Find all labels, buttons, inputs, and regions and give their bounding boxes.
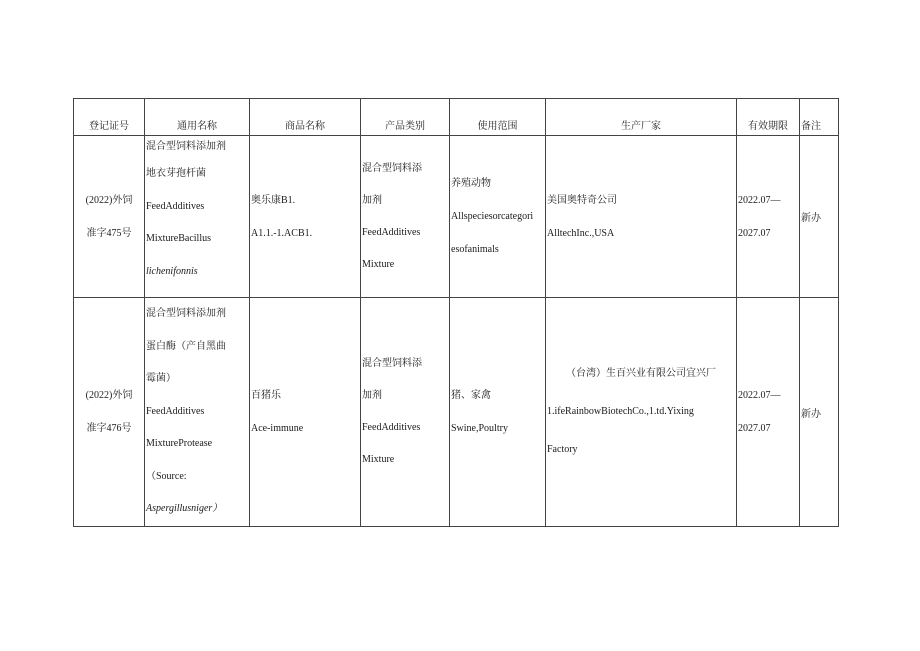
table-header-row: [74, 99, 839, 136]
header-category: 产品类别: [361, 99, 450, 136]
generic-name-line: 霉菌）: [146, 373, 176, 385]
category-cell: [361, 136, 450, 298]
scope-line: Swine,Poultry: [451, 423, 508, 434]
generic-name-cell: [145, 298, 250, 527]
scope-cell: [450, 136, 546, 298]
generic-name-line: FeedAdditives: [146, 405, 205, 417]
generic-name-line: lichenifonnis: [146, 265, 198, 277]
registration-table: [73, 98, 839, 527]
validity-line: 2027.07: [738, 227, 771, 239]
manufacturer-line: （台湾）生百兴业有限公司宜兴厂: [566, 368, 716, 379]
remark-cell: 新办: [800, 136, 839, 298]
category-line: 混合型饲料添: [362, 162, 422, 174]
validity-line: 2027.07: [738, 423, 771, 434]
header-remark: 备注: [800, 99, 839, 136]
category-line: FeedAdditives: [362, 422, 421, 433]
manufacturer-line: Factory: [547, 444, 578, 455]
generic-name-line: （Source:: [146, 470, 187, 482]
generic-name-cell: [145, 136, 250, 298]
category-line: 混合型饲料添: [362, 358, 422, 369]
generic-name-line: 蛋白酶（产自黑曲: [146, 340, 226, 352]
trade-name-line: A1.1.-1.ACB1.: [251, 227, 313, 239]
trade-name-cell: [250, 298, 361, 527]
header-generic-name: 通用名称: [145, 99, 250, 136]
header-trade-name: 商品名称: [250, 99, 361, 136]
category-line: 加剂: [362, 194, 382, 206]
scope-line: 猪、家禽: [451, 390, 491, 401]
reg-no-line: 准字476号: [86, 423, 132, 434]
category-line: Mixture: [362, 454, 395, 465]
reg-no-cell: [74, 298, 145, 527]
category-line: Mixture: [362, 258, 395, 270]
validity-line: 2022.07—: [738, 194, 781, 206]
reg-no-line: (2022)外饲: [85, 390, 133, 401]
manufacturer-cell: [546, 136, 737, 298]
table-row: [74, 298, 839, 527]
generic-name-line: Aspergillusniger）: [146, 503, 223, 515]
generic-name-line: FeedAdditives: [146, 200, 205, 212]
reg-no-line: (2022)外饲: [85, 194, 133, 206]
category-line: FeedAdditives: [362, 226, 421, 238]
generic-name-line: MixtureProtease: [146, 438, 213, 450]
scope-line: Allspeciesorcategori: [451, 211, 534, 222]
generic-name-line: MixtureBacillus: [146, 233, 211, 244]
trade-name-cell: [250, 136, 361, 298]
table-row: [74, 136, 839, 298]
remark-cell: 新办: [800, 298, 839, 527]
trade-name-line: 奥乐康B1.: [251, 194, 296, 206]
generic-name-line: 混合型饲料添加剂: [146, 141, 226, 152]
trade-name-line: Ace-immune: [251, 423, 304, 434]
trade-name-line: 百猪乐: [251, 390, 281, 401]
manufacturer-line: 美国奥特奇公司: [547, 194, 617, 206]
scope-line: esofanimals: [451, 244, 499, 255]
scope-line: 养殖动物: [451, 178, 491, 189]
header-validity: 有效期限: [737, 99, 800, 136]
generic-name-line: 混合型饲料添加剂: [146, 308, 226, 320]
validity-cell: [737, 298, 800, 527]
reg-no-line: 准字475号: [86, 227, 132, 239]
category-line: 加剂: [362, 390, 382, 401]
generic-name-line: 地衣芽孢杆菌: [146, 168, 206, 179]
scope-cell: [450, 298, 546, 527]
category-cell: [361, 298, 450, 527]
manufacturer-line: 1.ifeRainbowBiotechCo.,1.td.Yixing: [547, 406, 694, 417]
manufacturer-line: AlltechInc.,USA: [547, 227, 615, 239]
validity-cell: [737, 136, 800, 298]
manufacturer-cell: [546, 298, 737, 527]
header-manufacturer: 生产厂家: [546, 99, 737, 136]
header-scope: 使用范围: [450, 99, 546, 136]
header-reg-no: 登记证号: [74, 99, 145, 136]
validity-line: 2022.07—: [738, 390, 781, 401]
reg-no-cell: [74, 136, 145, 298]
